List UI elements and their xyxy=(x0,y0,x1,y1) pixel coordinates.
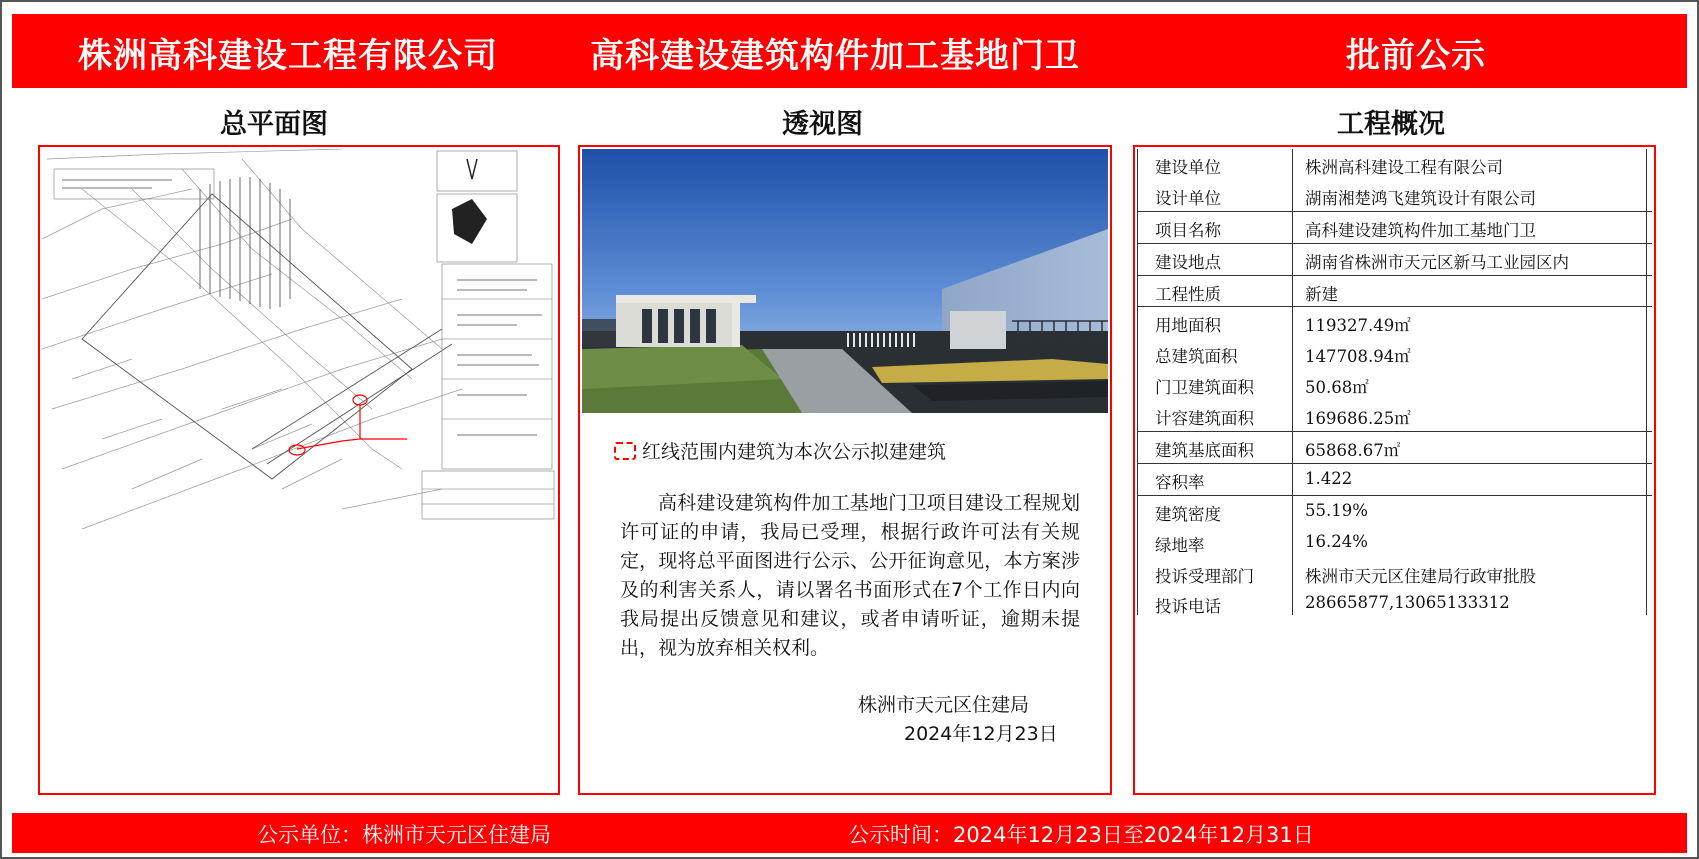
table-value: 新建 xyxy=(1305,284,1338,304)
table-key: 建筑基底面积 xyxy=(1155,441,1254,461)
table-value: 16.24% xyxy=(1305,531,1368,551)
table-value: 高科建设建筑构件加工基地门卫 xyxy=(1305,220,1536,240)
perspective-render xyxy=(582,149,1108,413)
redline-legend-icon xyxy=(614,442,636,460)
company-name: 株洲高科建设工程有限公司 xyxy=(78,36,498,76)
table-row xyxy=(1137,244,1652,276)
table-value: 1.422 xyxy=(1305,468,1353,488)
perspective-title: 透视图 xyxy=(782,109,863,140)
table-row xyxy=(1137,432,1652,464)
gatehouse-building xyxy=(616,295,756,347)
table-value: 55.19% xyxy=(1305,500,1368,520)
table-key: 建设单位 xyxy=(1155,158,1221,177)
site-plan-drawing xyxy=(42,149,556,551)
table-key: 建筑密度 xyxy=(1155,504,1221,524)
table-key: 工程性质 xyxy=(1155,284,1221,304)
table-key: 投诉受理部门 xyxy=(1155,566,1254,586)
table-value: 65868.67㎡ xyxy=(1305,441,1401,461)
table-value: 株洲高科建设工程有限公司 xyxy=(1305,158,1503,177)
header-banner xyxy=(12,14,1687,88)
issue-date: 2024年12月23日 xyxy=(904,723,1058,745)
table-row xyxy=(1137,558,1652,589)
table-row xyxy=(1137,212,1652,244)
site-plan-title: 总平面图 xyxy=(220,109,328,140)
perspective-panel xyxy=(578,145,1112,795)
table-value: 株洲市天元区住建局行政审批股 xyxy=(1305,566,1536,586)
table-key: 用地面积 xyxy=(1155,316,1221,336)
table-row xyxy=(1137,149,1652,180)
table-value: 119327.49㎡ xyxy=(1305,316,1411,336)
overview-panel xyxy=(1133,145,1656,795)
table-row xyxy=(1137,496,1652,527)
table-row xyxy=(1137,369,1652,400)
table-key: 总建筑面积 xyxy=(1155,347,1238,367)
table-row xyxy=(1137,180,1652,212)
table-key: 容积率 xyxy=(1155,472,1205,492)
footer-banner xyxy=(12,813,1687,853)
table-value: 147708.94㎡ xyxy=(1305,347,1411,367)
table-row xyxy=(1137,588,1652,619)
table-key: 建设地点 xyxy=(1155,252,1221,272)
table-key: 设计单位 xyxy=(1155,188,1221,208)
issuer-signature: 株洲市天元区住建局 xyxy=(858,694,1030,716)
table-row xyxy=(1137,464,1652,496)
announcement-paragraph: 高科建设建筑构件加工基地门卫项目建设工程规划许可证的申请，我局已受理，根据行政许可法有关规定，现将总平面图进行公示、公开征询意见，本方案涉及的利害关系人，请以署名书面形式在7个工作日内向我局提出反馈意见和建议，或者申请听证，逾期未提出，视为放弃相关权利。 xyxy=(620,492,1080,659)
overview-title: 工程概况 xyxy=(1337,109,1445,140)
project-title: 高科建设建筑构件加工基地门卫 xyxy=(590,36,1080,76)
table-row xyxy=(1137,400,1652,432)
footer-unit: 公示单位：株洲市天元区住建局 xyxy=(257,823,551,847)
table-key: 投诉电话 xyxy=(1155,597,1221,617)
table-key: 绿地率 xyxy=(1155,535,1205,555)
table-key: 门卫建筑面积 xyxy=(1155,378,1254,398)
table-value: 28665877,13065133312 xyxy=(1305,593,1510,613)
footer-time: 公示时间：2024年12月23日至2024年12月31日 xyxy=(848,823,1314,847)
table-value: 169686.25㎡ xyxy=(1305,409,1411,429)
redline-legend-text: 红线范围内建筑为本次公示拟建建筑 xyxy=(642,441,947,463)
table-row xyxy=(1137,307,1652,338)
table-value: 湖南省株洲市天元区新马工业园区内 xyxy=(1305,252,1569,272)
table-row xyxy=(1137,276,1652,308)
table-row xyxy=(1137,338,1652,369)
table-value: 湖南湘楚鸿飞建筑设计有限公司 xyxy=(1305,188,1536,208)
redline-legend xyxy=(614,437,946,464)
site-plan-panel xyxy=(38,145,560,795)
notice-label: 批前公示 xyxy=(1346,36,1486,76)
table-key: 计容建筑面积 xyxy=(1155,409,1254,429)
overview-table xyxy=(1137,149,1652,619)
table-value: 50.68㎡ xyxy=(1305,378,1369,398)
table-key: 项目名称 xyxy=(1155,220,1221,240)
table-row xyxy=(1137,527,1652,558)
